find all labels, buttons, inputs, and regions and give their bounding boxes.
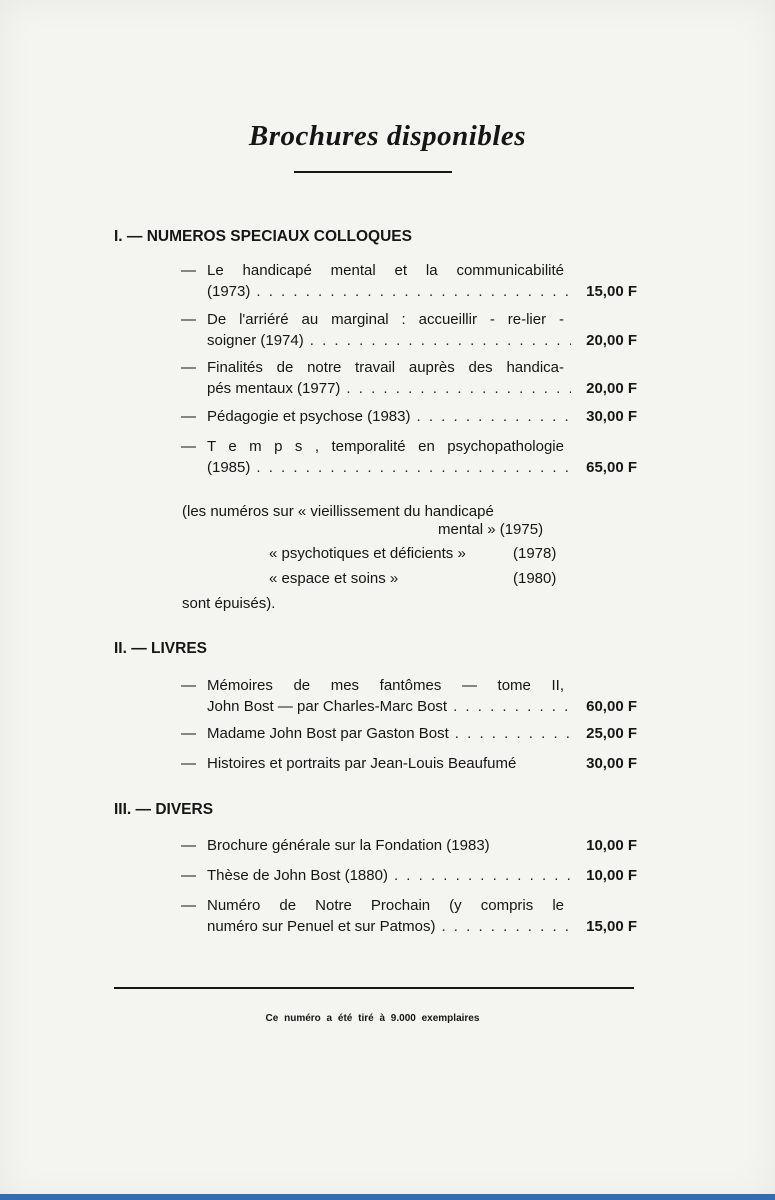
leader-dots [453,696,571,717]
footer-rule [114,987,634,989]
item-text-line1: Le handicapé mental et la communicabilité [207,262,564,279]
leader-dots [346,378,571,399]
section-heading-divers: III. — DIVERS [114,801,214,818]
item-price: 15,00 F [586,283,637,300]
item-text-line2: numéro sur Penuel et sur Patmos) [207,918,436,935]
item-dash: — [181,359,196,376]
item-dash: — [181,262,196,279]
item-dash: — [181,438,196,455]
note-line: (1980) [513,570,557,587]
item-text-line2: (1973) [207,283,251,300]
item-dash: — [181,897,196,914]
item-text-line1: De l'arriéré au marginal : accueillir - re-lier - [207,311,564,328]
item-dash: — [181,867,196,884]
item-price: 20,00 F [586,380,637,397]
item-price: 10,00 F [586,867,637,884]
item-text: Pédagogie et psychose (1983) [207,408,411,425]
item-text-line2: pés mentaux (1977) [207,380,341,397]
item-text-line2: (1985) [207,459,251,476]
note-line: (1978) [513,545,557,562]
item-price: 15,00 F [586,918,637,935]
leader-dots [416,406,571,427]
page-title: Brochures disponibles [248,120,527,152]
section-heading-livres: II. — LIVRES [114,640,208,657]
item-price: 30,00 F [586,755,637,772]
item-dash: — [181,311,196,328]
leader-dots [394,865,571,886]
note-line: « espace et soins » [269,570,399,587]
item-price: 20,00 F [586,332,637,349]
section-heading-colloques: I. — NUMEROS SPECIAUX COLLOQUES [114,228,412,245]
item-dash: — [181,725,196,742]
leader-dots [455,723,571,744]
item-price: 25,00 F [586,725,637,742]
item-price: 30,00 F [586,408,637,425]
item-text: Brochure générale sur la Fondation (1983) [207,837,490,854]
item-dash: — [181,755,196,772]
title-underline [294,171,452,173]
page-bottom-edge [0,1194,775,1200]
note-line: (les numéros sur « vieillissement du handicapé [182,503,494,520]
leader-dots [256,457,571,478]
item-dash: — [181,837,196,854]
item-text-line1: Numéro de Notre Prochain (y compris le [207,897,564,914]
item-price: 60,00 F [586,698,637,715]
item-text: Histoires et portraits par Jean-Louis Beaufumé [207,755,517,772]
item-price: 65,00 F [586,459,637,476]
leader-dots [256,281,571,302]
item-text-line2: soigner (1974) [207,332,304,349]
item-dash: — [181,677,196,694]
item-dash: — [181,408,196,425]
item-price: 10,00 F [586,837,637,854]
print-run-note: Ce numéro a été tiré à 9.000 exemplaires [265,1013,480,1024]
note-line: sont épuisés). [182,595,276,612]
item-text-line1: Mémoires de mes fantômes — tome II, [207,677,564,694]
item-text-line1: Finalités de notre travail auprès des handica- [207,359,564,376]
note-line: mental » (1975) [438,521,544,538]
item-text: Thèse de John Bost (1880) [207,867,388,884]
note-line: « psychotiques et déficients » [269,545,466,562]
item-text-line1: T e m p s , temporalité en psychopathologie [207,438,564,455]
item-text-line2: John Bost — par Charles-Marc Bost [207,698,448,715]
leader-dots [441,916,571,937]
leader-dots [310,330,571,351]
item-text: Madame John Bost par Gaston Bost [207,725,449,742]
